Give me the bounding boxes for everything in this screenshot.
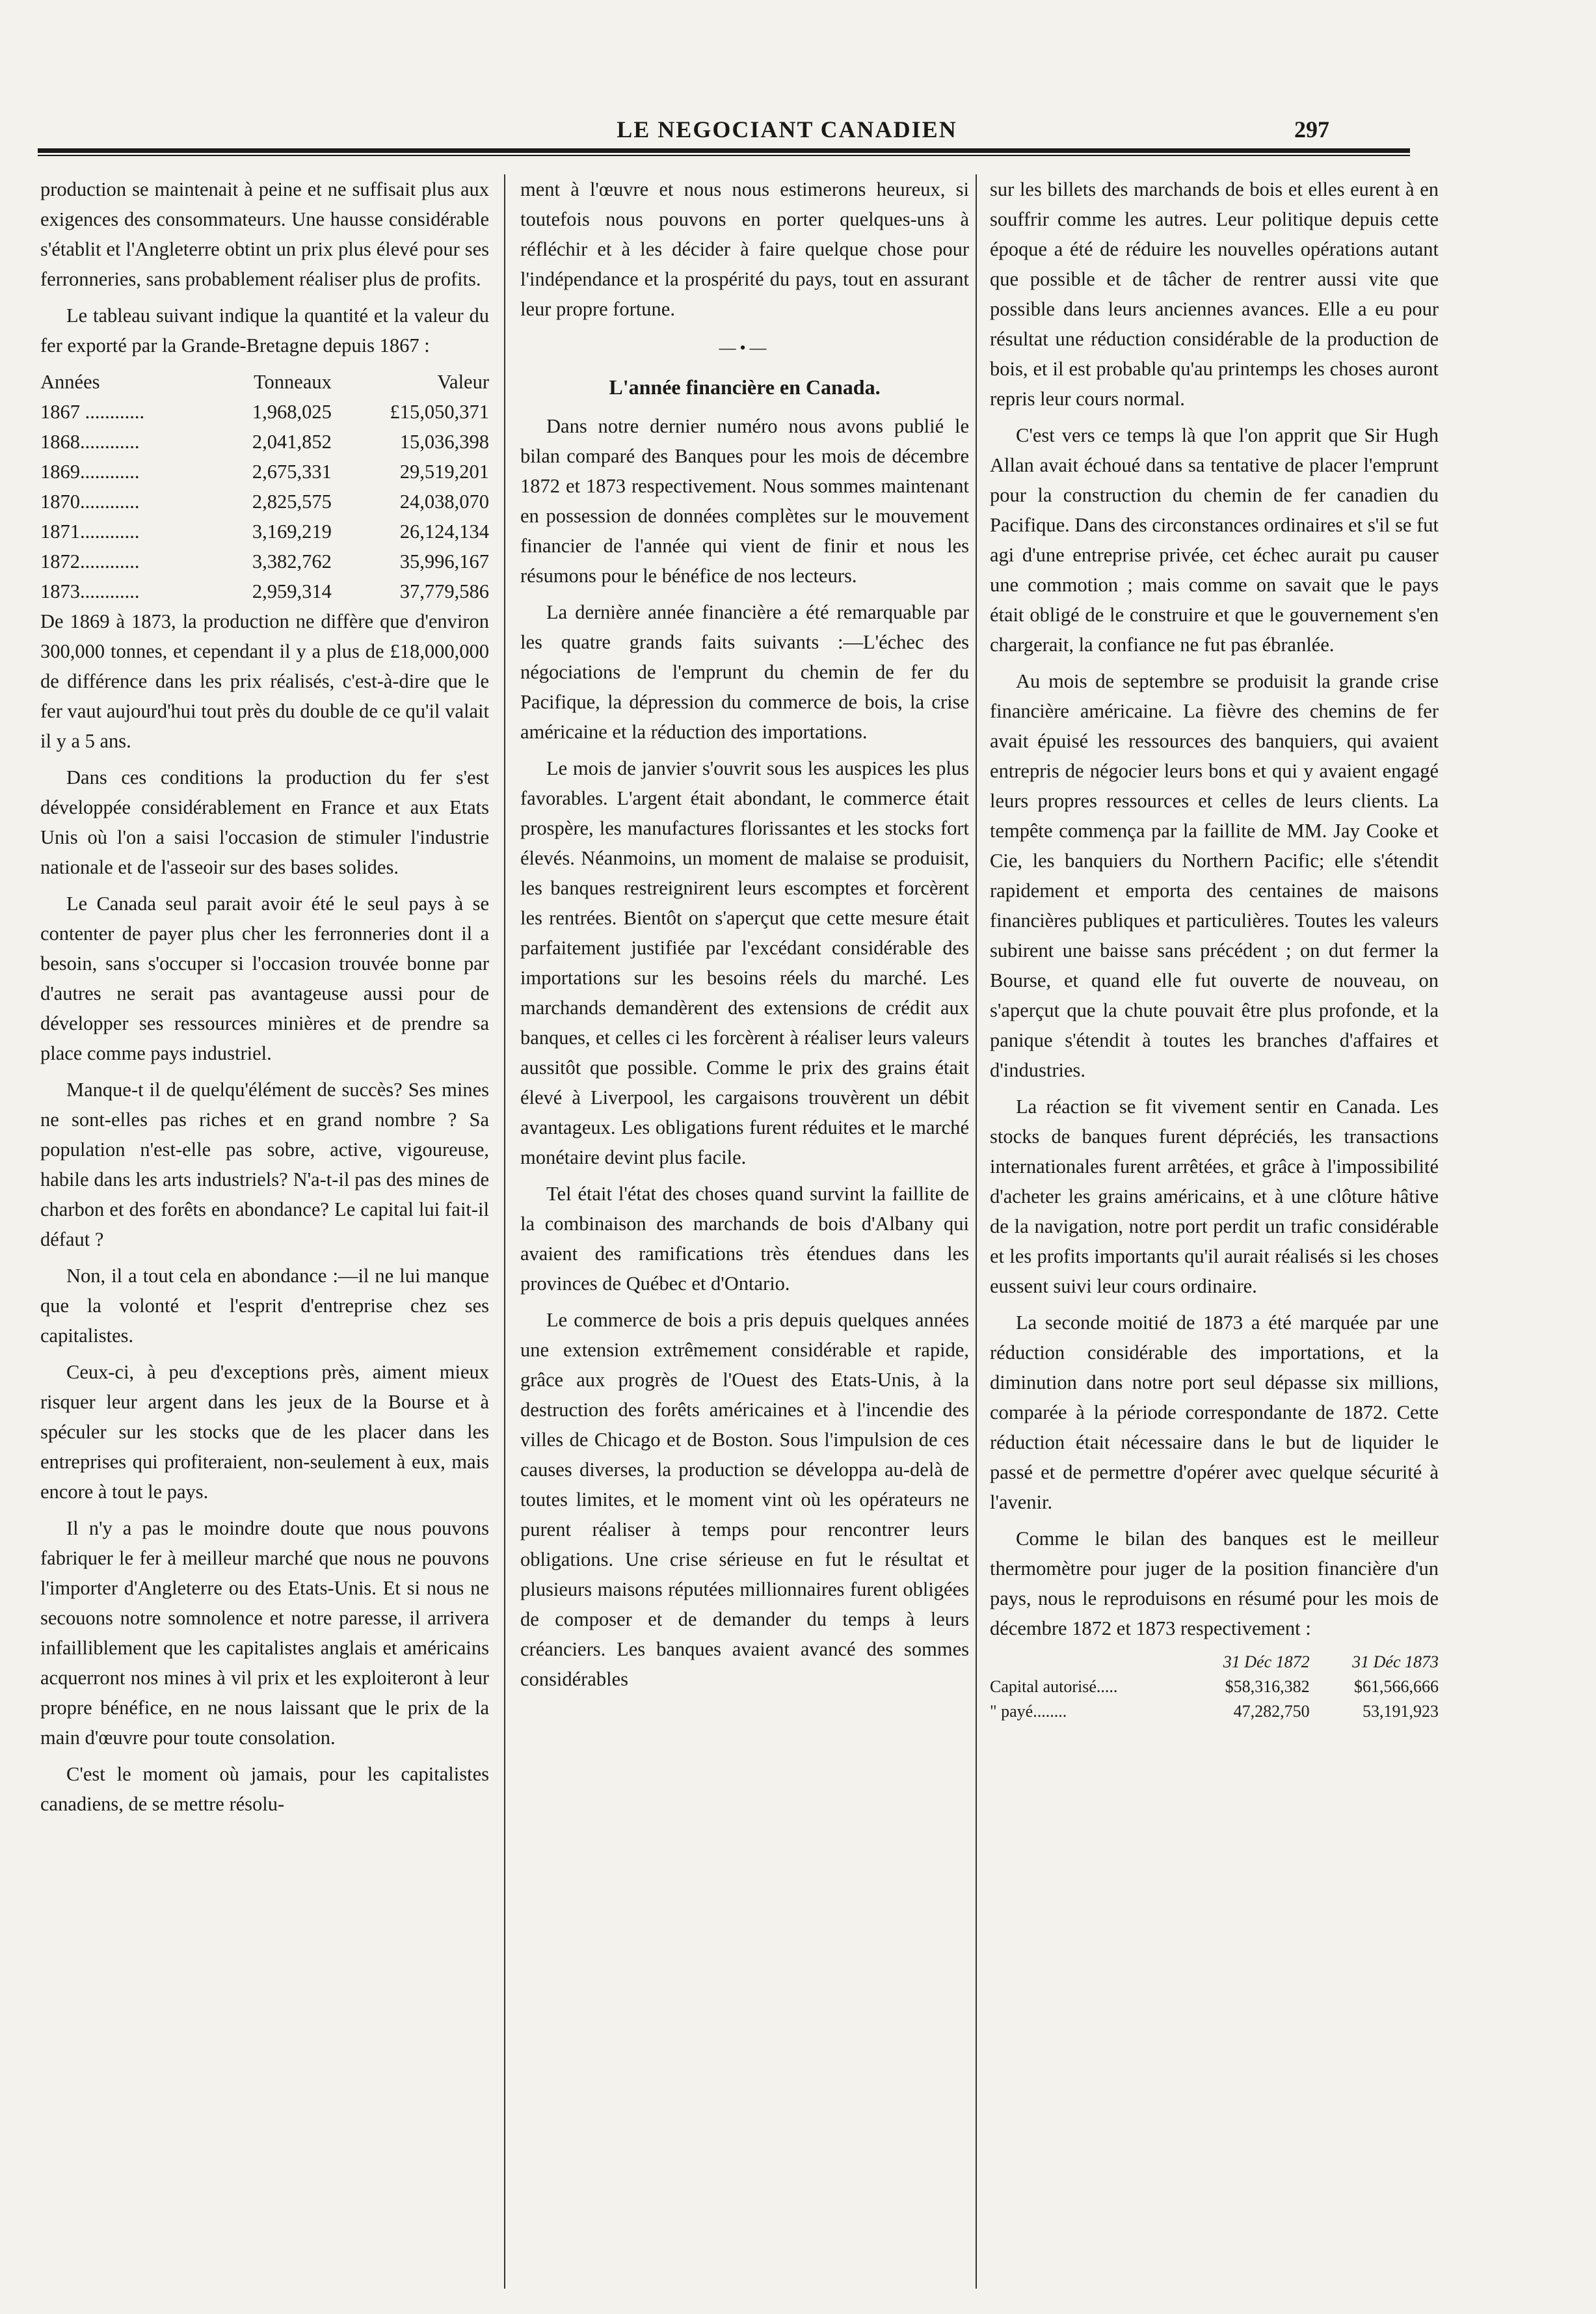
table-cell: 2,675,331 — [252, 461, 332, 483]
table-row — [40, 546, 489, 576]
table-row — [40, 487, 489, 517]
table-cell: " payé........ — [990, 1702, 1067, 1721]
table-cell: 3,169,219 — [252, 520, 332, 543]
paragraph: Le tableau suivant indique la quantité et la valeur du fer exporté par la Grande-Bretagne depuis 1867 : — [40, 304, 489, 357]
paragraph: Comme le bilan des banques est le meilleur thermomètre pour juger de la position financière d'un pays, nous le reproduisons en résumé pour les mois de décembre 1872 et 1873 respectivement : — [990, 1527, 1439, 1639]
table-cell: Capital autorisé..... — [990, 1677, 1118, 1696]
table-header-cell: Tonneaux — [254, 371, 332, 393]
paragraph: Le Canada seul parait avoir été le seul pays à se contenter de payer plus cher les ferronneries dont il a besoin, sans s'occuper si l'occasion trouvée bonne par d'autres ne serait pas avantageuse aussi pour de développer ses ressources minières et de prendre sa place comme pays industriel. — [40, 893, 489, 1064]
iron-export-table — [40, 367, 489, 606]
paragraph: La dernière année financière a été remarquable par les quatre grands faits suivants :—L'échec des négociations de l'emprunt du chemin de fer du Pacifique, la dépression du commerce de bois, la crise américaine et la réduction des importations. — [520, 601, 969, 743]
running-title: LE NEGOCIANT CANADIEN — [617, 116, 957, 142]
paragraph: Au mois de septembre se produisit la grande crise financière américaine. La fièvre des chemins de fer avait épuisé les ressources des banquiers, qui avaient entrepris de négocier leurs bons et qui y avaient engagé leurs propres ressources et celles de leurs clients. La tempête commença par la faillite de MM. Jay Cooke et Cie, les banquiers du Northern Pacific; elle s'étendit rapidement et emporta des centaines de maisons financières publiques et particulières. Toutes les valeurs subirent une baisse sans précédent ; on dut fermer la Bourse, et quand elle fut ouverte de nouveau, on s'aperçut que la chute pouvait être plus profonde, et la panique s'étendit à toutes les branches d'affaires et d'industries. — [990, 670, 1439, 1081]
column-divider-2 — [976, 174, 977, 2289]
header-rule — [38, 148, 1410, 153]
paragraph: ment à l'œuvre et nous nous estimerons heureux, si toutefois nous pouvons en porter quelques-uns à réfléchir et à les décider à faire quelque chose pour l'indépendance et la prospérité du pays, tout en assurant leur propre fortune. — [520, 178, 969, 320]
table-cell: 1869............ — [40, 461, 140, 483]
paragraph: sur les billets des marchands de bois et elles eurent à en souffrir comme les autres. Leur politique depuis cette époque a été de réduire les nouvelles opérations autant que possible et de tâcher de rentrer aussi vite que possible dans leurs anciennes avances. Elle a eu pour résultat une réduction considérable de la production de bois, et il est probable qu'au printemps les choses auront repris leur cours normal. — [990, 178, 1439, 410]
paragraph: production se maintenait à peine et ne suffisait plus aux exigences des consommateurs. Une hausse considérable s'établit et l'Angleterre obtint un prix plus élevé pour ses ferronneries, sans probablement réaliser plus de profits. — [40, 178, 489, 290]
table-row — [990, 1699, 1439, 1724]
bank-summary-table — [990, 1650, 1439, 1724]
table-cell: 1,968,025 — [252, 401, 332, 423]
paragraph: Manque-t il de quelqu'élément de succès? Ses mines ne sont-elles pas riches et en grand nombre ? Sa population n'est-elle pas sobre, active, vigoureuse, habile dans les arts industriels? N'a-t-il pas des mines de charbon et des forêts en abondance? Le capital lui fait-il défaut ? — [40, 1079, 489, 1250]
page-header — [0, 0, 1596, 156]
paragraph: La seconde moitié de 1873 a été marquée par une réduction considérable des importations, et la diminution dans notre port seul dépasse six millions, comparée à la période correspondante de 1872. Cette réduction était nécessaire dans le but de liquider le passé et de permettre d'opérer avec quelque sécurité à l'avenir. — [990, 1312, 1439, 1513]
table-cell: 1872............ — [40, 550, 140, 572]
table-cell: 2,959,314 — [252, 580, 332, 602]
table-cell: $58,316,382 — [1225, 1677, 1310, 1696]
section-title: L'année financière en Canada. — [609, 375, 881, 399]
table-cell: 15,036,398 — [399, 431, 489, 453]
column-3 — [990, 174, 1439, 2302]
column-divider-1 — [504, 174, 505, 2289]
table-cell: 53,191,923 — [1363, 1702, 1439, 1721]
table-cell: 1873............ — [40, 580, 140, 602]
table-cell: 29,519,201 — [399, 461, 489, 483]
table-cell: 2,041,852 — [252, 431, 332, 453]
table-header-row — [40, 367, 489, 397]
table-cell: $61,566,666 — [1354, 1677, 1439, 1696]
table-header-cell: 31 Déc 1872 — [1223, 1652, 1310, 1671]
table-row — [40, 517, 489, 546]
table-header-cell: Valeur — [437, 371, 489, 393]
column-1 — [40, 174, 489, 2302]
table-cell: 47,282,750 — [1233, 1702, 1310, 1721]
table-header-cell — [990, 1650, 1180, 1675]
table-cell: 1870............ — [40, 491, 140, 513]
page-number: 297 — [1294, 116, 1329, 142]
table-cell: 1868............ — [40, 431, 140, 453]
paragraph: C'est le moment où jamais, pour les capitalistes canadiens, de se mettre résolu- — [40, 1763, 489, 1815]
paragraph: Dans ces conditions la production du fer s'est développée considérablement en France et aux Etats Unis où l'on a saisi l'occasion de stimuler l'industrie nationale et de l'asseoir sur des bases solides. — [40, 766, 489, 878]
table-row — [40, 397, 489, 427]
table-row — [40, 427, 489, 457]
table-header-cell: Années — [40, 371, 100, 393]
table-cell: 35,996,167 — [399, 550, 489, 572]
column-2 — [520, 174, 969, 2302]
paragraph: Tel était l'état des choses quand survint la faillite de la combinaison des marchands de bois d'Albany qui avaient des ramifications très étendues dans les provinces de Québec et d'Ontario. — [520, 1183, 969, 1295]
table-row — [40, 576, 489, 606]
paragraph: Non, il a tout cela en abondance :—il ne lui manque que la volonté et l'esprit d'entreprise chez ses capitalistes. — [40, 1265, 489, 1347]
table-cell: 1867 ............ — [40, 401, 145, 423]
table-header-row — [990, 1650, 1439, 1675]
paragraph: Le commerce de bois a pris depuis quelques années une extension extrêmement considérable et rapide, grâce aux progrès de l'Ouest des Etats-Unis, à la destruction des forêts américaines et à l'incendie des villes de Chicago et de Boston. Sous l'impulsion de ces causes diverses, la production se développa au-delà de toutes limites, et le moment vint où les opérateurs ne purent réaliser à temps pour rencontrer leurs obligations. Une crise sérieuse en fut le résultat et plusieurs maisons réputées millionnaires furent obligées de composer et de demander du temps à leurs créanciers. Les banques avaient avancé des sommes considérables — [520, 1309, 969, 1690]
header-rule-thin — [38, 155, 1410, 156]
table-cell: £15,050,371 — [390, 401, 489, 423]
table-cell: 24,038,070 — [399, 491, 489, 513]
paragraph: De 1869 à 1873, la production ne diffère que d'environ 300,000 tonnes, et cependant il y a plus de £18,000,000 de différence dans les prix réalisés, c'est-à-dire que le fer vaut aujourd'hui tout près du double de ce qu'il valait il y a 5 ans. — [40, 610, 489, 752]
paragraph: La réaction se fit vivement sentir en Canada. Les stocks de banques furent dépréciés, les transactions internationales furent arrêtées, et grâce à l'impossibilité d'acheter les grains américains, et à une clôture hâtive de la navigation, notre port perdit un trafic considérable et les profits importants qu'il aurait réalisés si les choses eussent suivi leur cours ordinaire. — [990, 1096, 1439, 1297]
table-cell: 26,124,134 — [399, 520, 489, 543]
table-row — [40, 457, 489, 487]
paragraph: Dans notre dernier numéro nous avons publié le bilan comparé des Banques pour les mois de décembre 1872 et 1873 respectivement. Nous sommes maintenant en possession de données complètes sur le mouvement financier de l'année qui vient de finir et nous les résumons pour le bénéfice de nos lecteurs. — [520, 415, 969, 587]
table-cell: 2,825,575 — [252, 491, 332, 513]
table-cell: 1871............ — [40, 520, 140, 543]
paragraph: C'est vers ce temps là que l'on apprit que Sir Hugh Allan avait échoué dans sa tentative de placer l'emprunt pour la construction du chemin de fer canadien du Pacifique. Dans des circonstances ordinaires et s'il se fut agi d'une entreprise privée, cet échec aurait pu causer une commotion ; mais comme on savait que le pays était obligé de le construire et que le gouvernement s'en chargerait, la confiance ne fut pas ébranlée. — [990, 424, 1439, 656]
table-cell: 37,779,586 — [399, 580, 489, 602]
table-row — [990, 1675, 1439, 1699]
table-header-cell: 31 Déc 1873 — [1352, 1652, 1439, 1671]
paragraph: Il n'y a pas le moindre doute que nous pouvons fabriquer le fer à meilleur marché que nous ne pouvons l'importer d'Angleterre ou des Etats-Unis. Et si nous ne secouons notre somnolence et notre paresse, il arrivera infailliblement que les capitalistes anglais et américains acquerront nos mines à vil prix et les exploiteront à leur propre bénéfice, en ne nous laissant que le prix de la main d'œuvre pour toute consolation. — [40, 1517, 489, 1749]
table-cell: 3,382,762 — [252, 550, 332, 572]
paragraph: Le mois de janvier s'ouvrit sous les auspices les plus favorables. L'argent était abondant, le commerce était prospère, les manufactures florissantes et les stocks fort élevés. Néanmoins, un moment de malaise se produisit, les banques restreignirent leurs escomptes et forcèrent les rentrées. Bientôt on s'aperçut que cette mesure était parfaitement justifiée par l'excédant considérable des importations sur les besoins réels du marché. Les marchands demandèrent des extensions de crédit aux banques, et celles ci les forcèrent à réaliser leurs valeurs aussitôt que possible. Comme le prix des grains était élevé à Liverpool, les cargaisons trouvèrent un débit avantageux. Les obligations furent réduites et le marché monétaire devint plus facile. — [520, 757, 969, 1168]
section-ornament: —•— — [719, 338, 771, 357]
paragraph: Ceux-ci, à peu d'exceptions près, aiment mieux risquer leur argent dans les jeux de la Bourse et à spéculer sur les stocks que de les placer dans les entreprises qui profiteraient, non-seulement à eux, mais encore à tout le pays. — [40, 1361, 489, 1503]
